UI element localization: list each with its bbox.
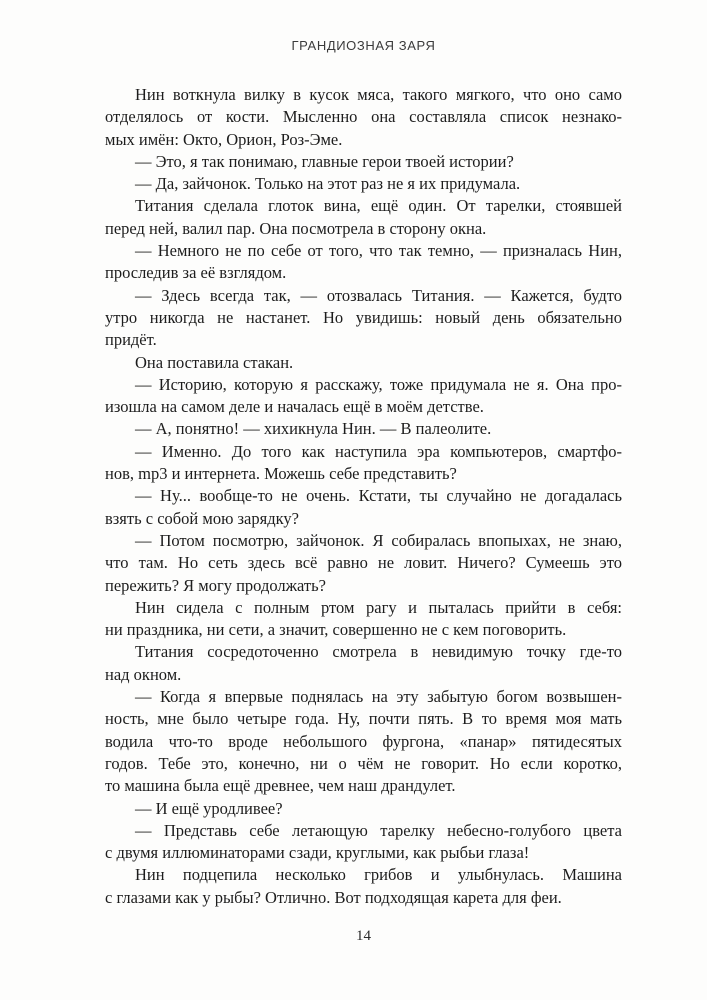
text-line: — Да, зайчонок. Только на этот раз не я их придумала.: [135, 174, 521, 194]
text-line: перед ней, валил пар. Она посмотрела в сторону окна.: [105, 218, 487, 238]
text-line: Нин воткнула вилку в кусок мяса, такого мягкого, что оно само: [135, 85, 622, 104]
text-line: над окном.: [105, 664, 182, 684]
text-line: то машина была ещё древнее, чем наш драндулет.: [105, 776, 456, 796]
text-line: — Здесь всегда так, — отозвалась Титания. — Кажется, будто: [135, 285, 622, 305]
text-line: — Именно. До того как наступила эра компьютеров, смартфо-: [135, 441, 622, 461]
page-number: 14: [356, 928, 371, 944]
text-line: — Ну... вообще-то не очень. Кстати, ты случайно не догадалась: [135, 486, 622, 506]
text-line: Титания сосредоточенно смотрела в невидимую точку где-то: [135, 642, 622, 662]
text-line: нов, mp3 и интернета. Можешь себе представить?: [105, 464, 457, 484]
text-line: — Представь себе летающую тарелку небесно-голубого цвета: [135, 820, 622, 840]
text-line: годов. Тебе это, конечно, ни о чём не говорит. Но если коротко,: [105, 753, 622, 773]
text-line: отделялось от кости. Мысленно она составляла список незнако-: [105, 107, 622, 127]
text-line: — Когда я впервые поднялась на эту забытую богом возвышен-: [135, 687, 622, 707]
text-line: — Это, я так понимаю, главные герои твоей истории?: [135, 151, 514, 171]
page-body: [105, 84, 622, 909]
text-line: Она поставила стакан.: [135, 352, 294, 372]
text-line: что там. Но сеть здесь всё равно не ловит. Ничего? Сумеешь это: [105, 553, 622, 573]
text-line: ни праздника, ни сети, а значит, совершенно не с кем поговорить.: [105, 620, 567, 640]
running-title: ГРАНДИОЗНАЯ ЗАРЯ: [291, 38, 436, 53]
text-line: — Немного не по себе от того, что так темно, — призналась Нин,: [135, 241, 622, 261]
text-line: Титания сделала глоток вина, ещё один. От тарелки, стоявшей: [135, 196, 622, 216]
text-line: мых имён: Окто, Орион, Роз-Эме.: [105, 129, 343, 149]
text-line: ность, мне было четыре года. Ну, почти пять. В то время моя мать: [105, 709, 622, 729]
text-line: придёт.: [105, 330, 157, 350]
text-line: с глазами как у рыбы? Отлично. Вот подходящая карета для феи.: [105, 887, 562, 907]
text-line: — Историю, которую я расскажу, тоже придумала не я. Она про-: [135, 374, 622, 394]
text-line: взять с собой мою зарядку?: [105, 508, 299, 528]
text-line: пережить? Я могу продолжать?: [105, 575, 326, 595]
text-line: — А, понятно! — хихикнула Нин. — В палеолите.: [135, 419, 492, 439]
text-line: Нин сидела с полным ртом рагу и пыталась прийти в себя:: [135, 597, 622, 617]
text-line: проследив за её взглядом.: [105, 263, 287, 283]
text-line: водила что-то вроде небольшого фургона, «панар» пятидесятых: [105, 731, 622, 751]
text-line: изошла на самом деле и началась ещё в моём детстве.: [105, 397, 484, 417]
text-line: — И ещё уродливее?: [135, 798, 283, 818]
text-line: — Потом посмотрю, зайчонок. Я собиралась впопыхах, не знаю,: [135, 530, 622, 550]
text-line: с двумя иллюминаторами сзади, круглыми, как рыбьи глаза!: [105, 843, 530, 863]
text-line: Нин подцепила несколько грибов и улыбнулась. Машина: [135, 865, 622, 885]
text-line: утро никогда не настанет. Но увидишь: новый день обязательно: [105, 307, 622, 327]
